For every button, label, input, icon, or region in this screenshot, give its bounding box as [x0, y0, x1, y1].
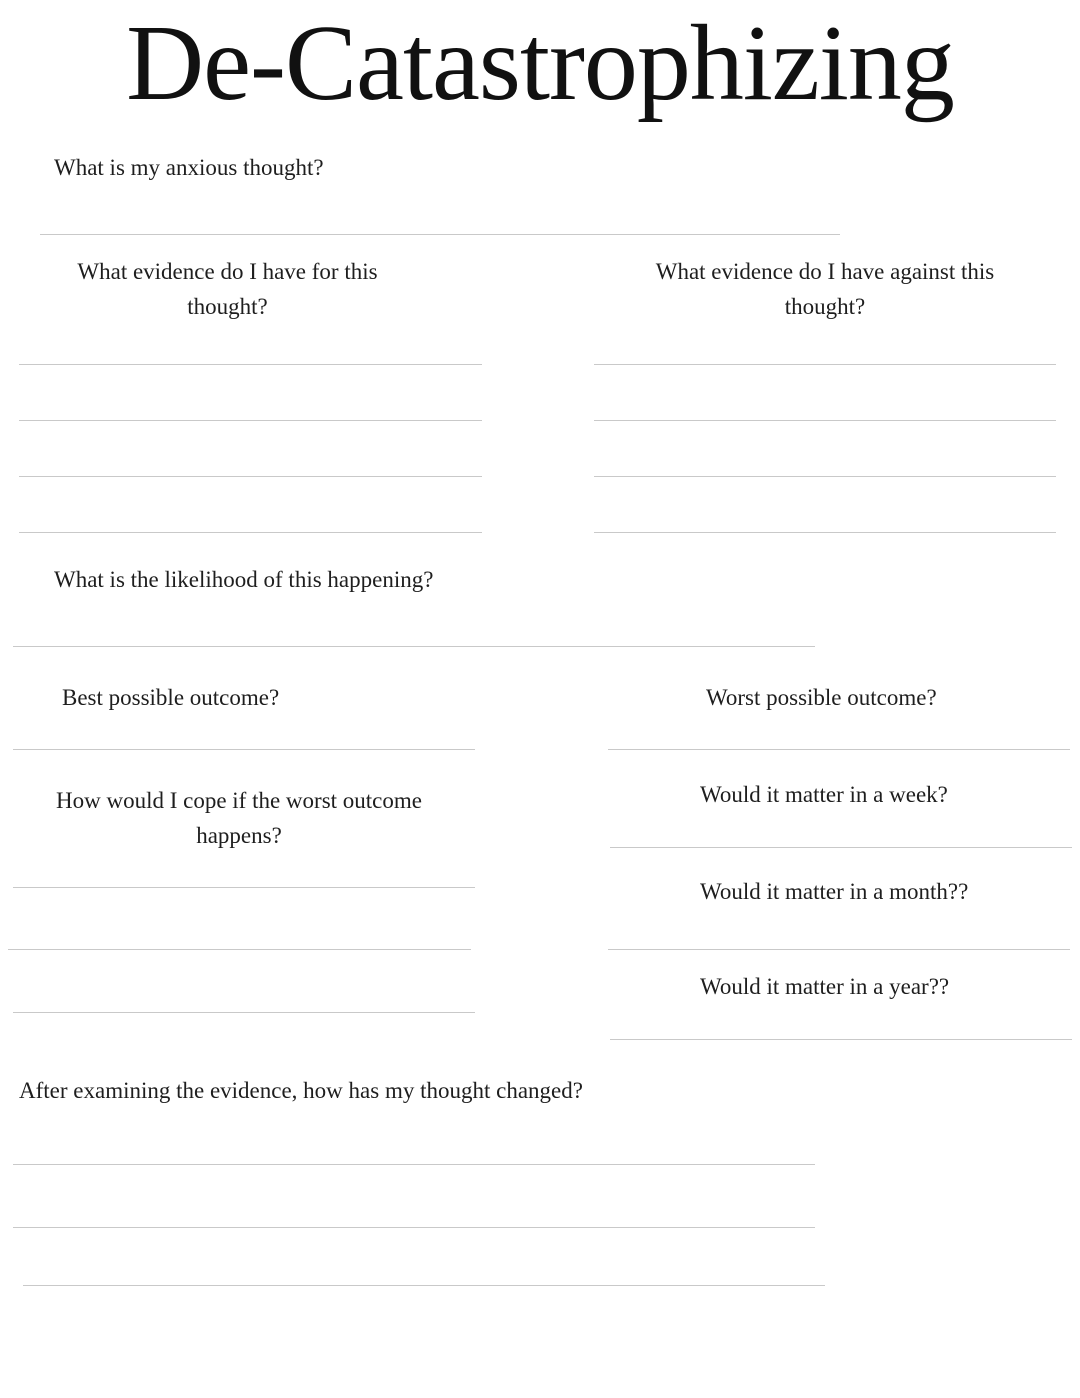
answer-line-cope-1[interactable]	[13, 887, 475, 888]
question-matter-week: Would it matter in a week?	[700, 782, 948, 807]
question-evidence-against: What evidence do I have against this thought?	[655, 259, 995, 319]
answer-line-evidence-for-1[interactable]	[19, 364, 482, 365]
question-matter-month: Would it matter in a month??	[700, 879, 969, 904]
answer-line-changed-1[interactable]	[13, 1164, 815, 1165]
answer-line-evidence-for-4[interactable]	[19, 532, 482, 533]
question-anxious-thought: What is my anxious thought?	[54, 155, 324, 180]
answer-line-evidence-against-3[interactable]	[594, 476, 1056, 477]
answer-line-anxious-thought[interactable]	[40, 234, 840, 235]
question-worst-outcome: Worst possible outcome?	[706, 685, 937, 710]
answer-line-matter-month[interactable]	[608, 949, 1070, 950]
answer-line-cope-2[interactable]	[8, 949, 471, 950]
answer-line-likelihood[interactable]	[13, 646, 815, 647]
answer-line-evidence-for-3[interactable]	[19, 476, 482, 477]
answer-line-matter-week[interactable]	[610, 847, 1072, 848]
answer-line-evidence-for-2[interactable]	[19, 420, 482, 421]
answer-line-cope-3[interactable]	[13, 1012, 475, 1013]
answer-line-best-outcome[interactable]	[13, 749, 475, 750]
answer-line-changed-3[interactable]	[23, 1285, 825, 1286]
question-best-outcome: Best possible outcome?	[62, 685, 280, 710]
question-thought-changed: After examining the evidence, how has my thought changed?	[19, 1078, 583, 1103]
question-matter-year: Would it matter in a year??	[700, 974, 950, 999]
answer-line-evidence-against-4[interactable]	[594, 532, 1056, 533]
answer-line-worst-outcome[interactable]	[608, 749, 1070, 750]
question-likelihood: What is the likelihood of this happening?	[54, 567, 434, 592]
question-evidence-for: What evidence do I have for this thought?	[77, 259, 378, 319]
answer-line-evidence-against-2[interactable]	[594, 420, 1056, 421]
worksheet-title: De-Catastrophizing	[126, 4, 954, 123]
answer-line-changed-2[interactable]	[13, 1227, 815, 1228]
question-cope: How would I cope if the worst outcome happens?	[55, 788, 422, 848]
answer-line-matter-year[interactable]	[610, 1039, 1072, 1040]
answer-line-evidence-against-1[interactable]	[594, 364, 1056, 365]
